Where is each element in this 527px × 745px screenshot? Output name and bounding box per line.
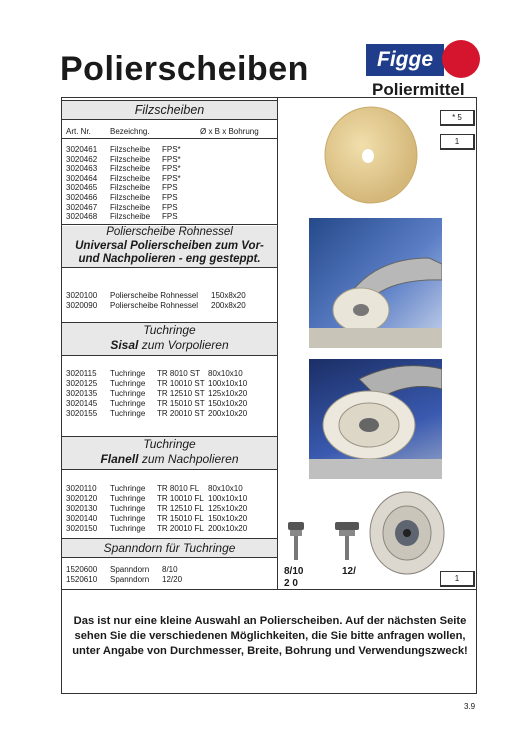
cell-art: 3020468 <box>66 212 98 222</box>
cell-art: 1520610 <box>66 574 98 584</box>
qty-box: 1 <box>440 571 475 587</box>
cell-name: Tuchringe <box>110 514 146 523</box>
sisal-heading <box>62 322 277 356</box>
cell-art: 3020100 <box>66 291 98 300</box>
flanell-heading-bold: Flanell <box>100 452 139 466</box>
cell-type: FPS <box>162 202 178 212</box>
cell-type: TR 10010 FL <box>157 494 204 503</box>
cell-dims: 125x10x20 <box>208 504 248 513</box>
cell-type: TR 20010 FL <box>157 524 204 533</box>
cell-name: Filzscheibe <box>110 183 151 193</box>
mandrel-label-large-cont: 2 0 <box>284 578 298 589</box>
cell-art: 3020090 <box>66 300 98 310</box>
cell-type: TR 20010 ST <box>157 409 205 418</box>
cell-type: 12/20 <box>162 574 183 584</box>
felt-heading: Filzscheiben <box>62 100 277 120</box>
column-divider <box>277 97 278 589</box>
cell-art: 3020115 <box>66 369 97 378</box>
cell-art: 3020466 <box>66 193 98 202</box>
cell-type: TR 15010 FL <box>157 514 204 523</box>
cell-art: 3020463 <box>66 164 98 174</box>
cell-name: Polierscheibe Rohnessel <box>110 291 199 300</box>
sisal-polishing-photo <box>309 359 442 479</box>
page-number: 3.9 <box>464 702 476 711</box>
cell-dims: 200x10x20 <box>208 524 248 533</box>
cell-art: 3020155 <box>66 409 98 418</box>
cell-name: Spanndorn <box>110 565 150 574</box>
cell-art: 3020125 <box>66 379 98 388</box>
cell-dims: 150x10x20 <box>208 514 248 523</box>
col-name-header: Bezeichng. <box>110 127 150 136</box>
nettle-heading <box>62 226 277 268</box>
cell-name: Tuchringe <box>110 399 146 408</box>
cell-dims: 80x10x10 <box>208 369 243 378</box>
cell-dims: 125x10x20 <box>208 389 248 398</box>
footer-note: Das ist nur eine kleine Auswahl an Polierscheiben. Auf der nächsten Seite sehen Sie die verschiedenen Möglichkeiten, die Sie bitte anfragen wollen, unter Angabe von Durchmesser, Breite, Bohrung und Verwendungszweck! <box>72 615 468 657</box>
mandrel-heading: Spanndorn für Tuchringe <box>62 538 277 558</box>
cell-name: Tuchringe <box>110 409 146 418</box>
cell-art: 3020145 <box>66 399 98 408</box>
cell-name: Filzscheibe <box>110 193 151 202</box>
nettle-heading-line-3: und Nachpolieren - eng gesteppt. <box>78 253 261 265</box>
cell-dims: 150x10x20 <box>208 399 248 408</box>
cell-name: Filzscheibe <box>110 154 151 164</box>
cell-name: Tuchringe <box>110 504 146 513</box>
flanell-heading-line-1: Tuchringe <box>143 437 196 451</box>
cell-type: 8/10 <box>162 565 178 574</box>
cell-type: TR 8010 FL <box>157 484 200 493</box>
divider <box>62 138 277 139</box>
mandrel-label-small: 8/10 <box>284 566 304 577</box>
cell-type: FPS <box>162 193 178 202</box>
cell-name: Filzscheibe <box>110 173 151 183</box>
cell-type: FPS <box>162 183 178 193</box>
page-title: Polierscheiben <box>60 50 309 88</box>
col-dims-header: Ø x B x Bohrung <box>200 127 259 136</box>
flanell-heading <box>62 436 277 470</box>
cell-type: TR 12510 FL <box>157 504 204 513</box>
cell-type: FPS* <box>162 164 181 174</box>
cell-art: 3020467 <box>66 202 98 212</box>
sisal-heading-rest: zum Vorpolieren <box>141 338 229 352</box>
cell-art: 3020150 <box>66 524 98 533</box>
nettle-heading-line-1: Polierscheibe Rohnessel <box>106 226 233 238</box>
cell-type: FPS* <box>162 145 181 154</box>
cell-name: Tuchringe <box>110 369 146 378</box>
flanell-ring-image <box>368 490 446 576</box>
cell-name: Tuchringe <box>110 484 146 493</box>
cell-art: 3020465 <box>66 183 98 193</box>
cell-name: Filzscheibe <box>110 164 151 174</box>
sisal-heading-bold: Sisal <box>110 338 139 352</box>
cell-dims: 100x10x10 <box>208 494 248 503</box>
cell-dims: 80x10x10 <box>208 484 243 493</box>
cell-name: Tuchringe <box>110 494 146 503</box>
cell-dims: 200x10x20 <box>208 409 248 418</box>
cell-type: TR 15010 ST <box>157 399 205 408</box>
divider <box>62 224 277 225</box>
logo-brand: Figge <box>366 44 444 76</box>
mandrel-label-large: 12/ <box>342 566 356 577</box>
cell-art: 3020130 <box>66 504 98 513</box>
cell-name: Tuchringe <box>110 524 146 533</box>
cell-type: TR 10010 ST <box>157 379 205 388</box>
cell-type: TR 12510 ST <box>157 389 205 398</box>
col-art-header: Art. Nr. <box>66 127 91 136</box>
qty-box-star: * 5 <box>440 110 475 126</box>
cell-art: 3020110 <box>66 484 97 493</box>
cell-type: FPS* <box>162 173 181 183</box>
cell-art: 1520600 <box>66 565 98 574</box>
nettle-polishing-photo <box>309 218 442 348</box>
section-divider <box>61 589 477 590</box>
mandrel-small-image <box>286 520 306 562</box>
cell-name: Spanndorn <box>110 574 150 584</box>
sisal-heading-line-1: Tuchringe <box>143 323 196 337</box>
logo-circle-icon <box>442 40 480 78</box>
cell-name: Tuchringe <box>110 379 146 388</box>
cell-dims: 150x8x20 <box>211 291 246 300</box>
cell-art: 3020461 <box>66 145 98 154</box>
cell-type: FPS* <box>162 154 181 164</box>
flanell-heading-rest: zum Nachpolieren <box>141 452 239 466</box>
cell-art: 3020140 <box>66 514 98 523</box>
cell-name: Polierscheibe Rohnessel <box>110 300 199 310</box>
cell-type: FPS <box>162 212 178 222</box>
cell-art: 3020464 <box>66 173 98 183</box>
cell-name: Tuchringe <box>110 389 146 398</box>
cell-art: 3020135 <box>66 389 98 398</box>
qty-box: 1 <box>440 134 475 150</box>
cell-dims: 200x8x20 <box>211 300 246 310</box>
logo-subtitle: Poliermittel <box>372 80 465 99</box>
nettle-heading-line-2: Universal Polierscheiben zum Vor- <box>75 239 264 252</box>
cell-name: Filzscheibe <box>110 212 151 222</box>
cell-art: 3020462 <box>66 154 98 164</box>
cell-name: Filzscheibe <box>110 145 151 154</box>
cell-type: TR 8010 ST <box>157 369 201 378</box>
cell-dims: 100x10x10 <box>208 379 248 388</box>
mandrel-large-image <box>334 520 360 562</box>
cell-art: 3020120 <box>66 494 98 503</box>
cell-name: Filzscheibe <box>110 202 151 212</box>
felt-disc-image <box>323 106 419 204</box>
